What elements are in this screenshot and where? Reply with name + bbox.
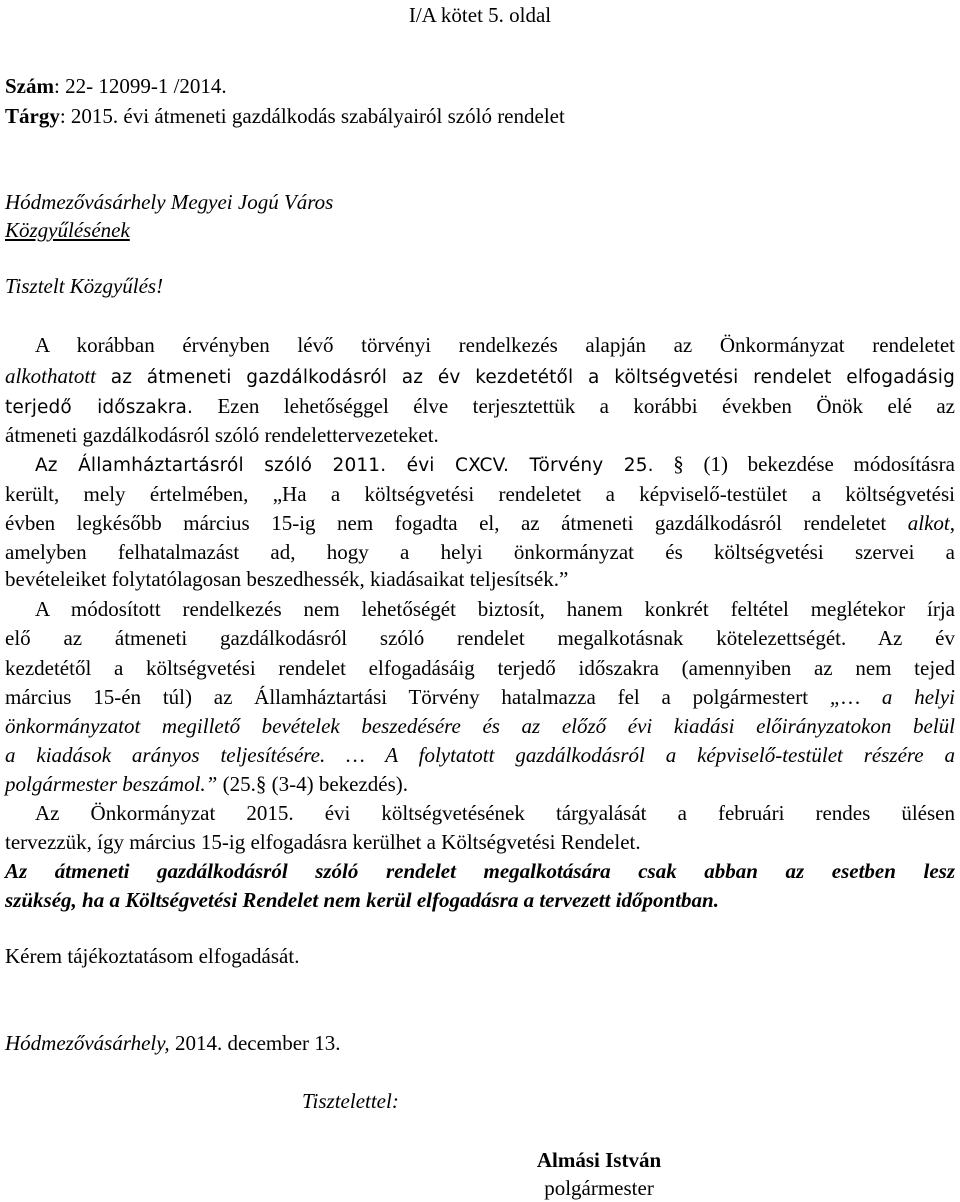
paragraph-3-quote-end: polgármester beszámol.” (5, 772, 218, 796)
addressee-line-2: Közgyűlésének (5, 218, 130, 242)
paragraph-4-line-2: tervezzük, így március 15-ig elfogadásra kerülhet a Költségvetési Rendelet. (5, 830, 641, 854)
closing: Tisztelettel: (302, 1089, 399, 1113)
paragraph-2-line-1 (35, 451, 955, 480)
paragraph-3-line-6: a kiadások arányos teljesítésére. … A folytatott gazdálkodásról a képviselő-testület részére a (5, 743, 955, 767)
paragraph-2-line-3a: évben legkésőbb március 15-ig nem fogadta el, az átmeneti gazdálkodásról rendeletet (5, 511, 908, 535)
reference-number-value: : 22- 12099-1 /2014. (54, 74, 227, 98)
signer-name: Almási István (536, 1148, 662, 1172)
paragraph-1-italic: alkothatott (5, 364, 96, 388)
paragraph-2-line-5: bevételeiket folytatólagosan beszedhessék, kiadásaikat teljesítsék.” (5, 567, 569, 591)
paragraph-2-italic: alkot (907, 511, 950, 535)
paragraph-4-line-1: Az Önkormányzat 2015. évi költségvetésének tárgyalását a februári rendes ülésen (35, 801, 955, 825)
paragraph-2-line-1a: Az Államháztartásról szóló 2011. évi CXCV. Törvény 25. (35, 455, 654, 476)
paragraph-3-line-2: elő az átmeneti gazdálkodásról szóló rendelet megalkotásnak kötelezettségét. Az év (5, 626, 955, 650)
date-value: 2014. december 13. (169, 1031, 341, 1055)
paragraph-3-line-4a: március 15-én túl) az Államháztartási Törvény hatalmazza fel a polgármestert (5, 685, 830, 709)
paragraph-1-line-3a: terjedő időszakra. (5, 397, 194, 418)
addressee-line-1: Hódmezővásárhely Megyei Jogú Város (5, 190, 334, 214)
reference-number-label: Szám (5, 74, 54, 98)
paragraph-2-line-3 (5, 510, 955, 537)
paragraph-5-line-2: szükség, ha a Költségvetési Rendelet nem kerül elfogadásra a tervezett időpontban. (5, 888, 719, 912)
paragraph-2-line-4: amelyben felhatalmazást ad, hogy a helyi önkormányzat és költségvetési szervei a (5, 540, 955, 564)
paragraph-3-quote-start: „… a helyi (829, 685, 956, 709)
paragraph-3-line-1: A módosított rendelkezés nem lehetőségét biztosít, hanem konkrét feltétel meglétekor írja (35, 597, 955, 621)
salutation: Tisztelt Közgyűlés! (5, 274, 164, 298)
paragraph-5-line-1: Az átmeneti gazdálkodásról szóló rendelet megalkotására csak abban az esetben lesz (5, 859, 955, 883)
subject-line (5, 103, 565, 130)
paragraph-1-line-2-text: az átmeneti gazdálkodásról az év kezdetétől a költségvetési rendelet elfogadásig (96, 367, 955, 388)
paragraph-2-line-2: került, mely értelmében, „Ha a költségvetési rendeletet a képviselő-testület a költségvetési (5, 482, 955, 506)
paragraph-1-line-3 (5, 393, 955, 422)
subject-label: Tárgy (5, 104, 60, 128)
request-line: Kérem tájékoztatásom elfogadását. (5, 944, 300, 968)
paragraph-2-line-3b: , (949, 511, 955, 535)
paragraph-2-line-1b: § (1) bekezdése módosításra (653, 452, 955, 476)
paragraph-3-line-4 (5, 684, 955, 711)
paragraph-1-line-3b: Ezen lehetőséggel élve terjesztettük a korábbi években Önök elé az (193, 394, 955, 418)
paragraph-3-line-7 (5, 771, 408, 798)
date-place: Hódmezővásárhely, (5, 1031, 170, 1055)
reference-number (5, 73, 227, 100)
paragraph-3-line-7-rest: (25.§ (3-4) bekezdés). (217, 772, 409, 796)
subject-value: : 2015. évi átmeneti gazdálkodás szabályairól szóló rendelet (59, 104, 565, 128)
paragraph-1-line-4: átmeneti gazdálkodásról szóló rendelettervezeteket. (5, 423, 439, 447)
signer-title: polgármester (544, 1176, 654, 1200)
paragraph-3-line-3: kezdetétől a költségvetési rendelet elfogadásáig terjedő időszakra (amennyiben az nem tejed (5, 656, 955, 680)
page-header: I/A kötet 5. oldal (408, 3, 552, 27)
date-line (5, 1030, 341, 1057)
paragraph-1-line-1: A korábban érvényben lévő törvényi rendelkezés alapján az Önkormányzat rendeletet (35, 333, 955, 357)
paragraph-1-line-2 (5, 363, 955, 392)
paragraph-3-line-5: önkormányzatot megillető bevételek beszedésére és az előző évi kiadási előirányzatokon belül (5, 714, 955, 738)
